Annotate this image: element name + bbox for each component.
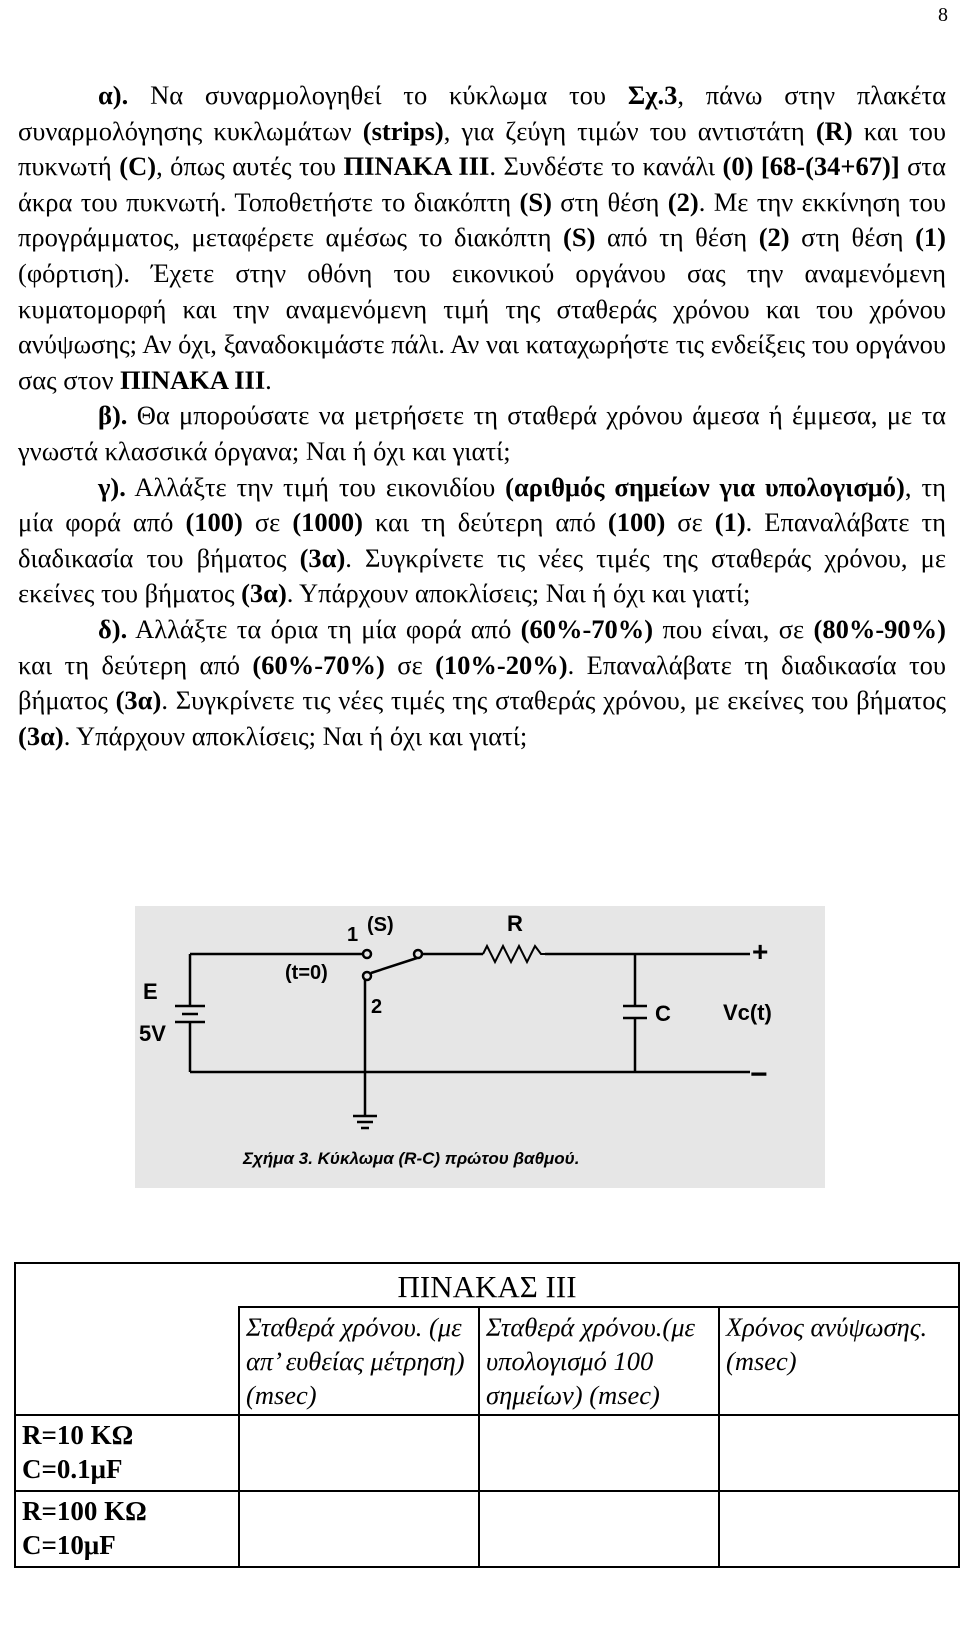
text-segment: .: [265, 364, 272, 395]
table-row: [15, 1491, 959, 1567]
bold-text: γ).: [98, 471, 126, 502]
bold-text: (2): [667, 186, 699, 217]
text-segment: Αλλάξτε την τιμή του εικονιδίου: [125, 471, 506, 502]
table-cell[interactable]: [239, 1491, 479, 1567]
table-cell[interactable]: [479, 1491, 719, 1567]
bold-text: (0) [68-(34+67)]: [722, 151, 900, 182]
bold-text: (strips): [362, 115, 444, 146]
bold-text: (100): [607, 507, 666, 538]
row-label-r: R=10 ΚΩ: [22, 1420, 134, 1450]
table-header-empty: [15, 1307, 239, 1415]
figure-caption: Σχήμα 3. Κύκλωμα (R-C) πρώτου βαθμού.: [243, 1149, 580, 1168]
text-segment: . Υπάρχουν αποκλίσεις; Ναι ή όχι και γιατί;: [63, 720, 528, 751]
source-value: 5V: [139, 1021, 166, 1046]
resistor-icon: [483, 946, 545, 962]
text-segment: . Συγκρίνετε τις νέες τιμές της σταθεράς χρόνου, με εκείνες του βήματος: [18, 542, 946, 609]
bold-text: (60%-70%): [520, 613, 654, 644]
text-segment: . Με την εκκίνηση του προγράμματος, μεταφέρετε αμέσως το διακόπτη: [18, 186, 946, 253]
switch-time-label: (t=0): [285, 962, 328, 984]
text-segment: , όπως αυτές του: [156, 151, 344, 182]
text-segment: και τη δεύτερη από: [363, 507, 608, 538]
text-segment: . Επαναλάβατε τη διαδικασία του βήματος: [18, 649, 946, 716]
text-segment: στη θέση: [789, 222, 916, 253]
bold-text: (3α): [18, 720, 64, 751]
bold-text: β).: [98, 400, 128, 431]
bold-text: (1000): [292, 507, 363, 538]
bold-text: (C): [119, 151, 157, 182]
rc-circuit-figure: [135, 906, 825, 1188]
text-segment: σε: [384, 649, 436, 680]
circuit-wires: [190, 954, 750, 1116]
text-segment: . Επαναλάβατε τη διαδικασία του βήματος: [18, 507, 947, 573]
table-header-computed: Σταθερά χρόνου.(με υπολογισμό 100 σημείων) (msec): [479, 1307, 719, 1415]
bold-text: δ).: [98, 613, 128, 644]
text-segment: σε: [665, 507, 715, 538]
bold-text: ΠΙΝΑΚΑ ΙΙΙ: [120, 364, 266, 395]
capacitor-icon: [623, 1006, 647, 1018]
text-segment: στα άκρα του πυκνωτή. Τοποθετήστε το διακόπτη: [18, 151, 946, 217]
switch-position-1: 1: [347, 924, 359, 946]
text-segment: . Συνδέστε το κανάλι: [489, 151, 723, 182]
paragraph-gamma: [18, 470, 946, 612]
bold-text: (S): [519, 186, 552, 217]
switch-position-2: 2: [371, 996, 383, 1018]
paragraph-delta: [18, 612, 946, 754]
table-cell[interactable]: [239, 1415, 479, 1491]
bold-text: (R): [815, 115, 853, 146]
bold-text: α).: [98, 80, 129, 110]
table-header-rise-time: Χρόνος ανύψωσης. (msec): [719, 1307, 959, 1415]
bold-text: (3α): [115, 685, 162, 716]
text-segment: Να συναρμολογηθεί το κύκλωμα του: [128, 80, 628, 110]
bold-text: ΠΙΝΑΚΑ ΙΙΙ: [343, 151, 490, 182]
table-cell[interactable]: [719, 1415, 959, 1491]
text-segment: . Υπάρχουν αποκλίσεις; Ναι ή όχι και γιατί;: [286, 578, 751, 609]
bold-text: (10%-20%): [435, 649, 568, 680]
bold-text: (1): [714, 507, 746, 538]
battery-icon: [175, 1006, 205, 1022]
text-segment: Αλλάξτε τα όρια τη μία φορά από: [127, 613, 521, 644]
text-segment: σε: [242, 507, 293, 538]
row-label: [15, 1491, 239, 1567]
text-segment: και τη δεύτερη από: [18, 649, 253, 680]
instructions-text: [18, 78, 946, 754]
table-iii: [14, 1262, 958, 1568]
row-label-c: C=10μF: [22, 1530, 116, 1560]
minus-terminal: −: [750, 1058, 768, 1091]
switch-icon: [363, 950, 422, 980]
resistor-label: R: [507, 911, 523, 936]
capacitor-label: C: [655, 1001, 671, 1026]
row-label: [15, 1415, 239, 1491]
table-row: [15, 1415, 959, 1491]
bold-text: (3α): [241, 578, 287, 609]
paragraph-beta: [18, 398, 946, 469]
text-segment: , για ζεύγη τιμών του αντιστάτη: [443, 115, 816, 146]
text-segment: που είναι, σε: [653, 613, 814, 644]
text-segment: . Συγκρίνετε τις νέες τιμές της σταθεράς χρόνου, με εκείνες του βήματος: [161, 685, 946, 716]
table-header-direct: Σταθερά χρόνου. (με απ’ ευθείας μέτρηση) (msec): [239, 1307, 479, 1415]
row-label-c: C=0.1μF: [22, 1454, 123, 1484]
switch-label: (S): [367, 914, 394, 936]
table-cell[interactable]: [719, 1491, 959, 1567]
bold-text: (100): [185, 507, 243, 538]
bold-text: (2): [758, 222, 790, 253]
text-segment: από τη θέση: [595, 222, 759, 253]
bold-text: (1): [915, 222, 946, 253]
text-segment: (φόρτιση). Έχετε στην οθόνη του εικονικού οργάνου σας την αναμενόμενη κυματομορφή και την αναμενόμενη τιμή της σταθεράς χρόνου και του χρόνου ανύψωσης; Αν όχι, ξαναδοκιμάστε πάλι. Αν ναι καταχωρήστε τις ενδείξεις του οργάνου σας στον: [18, 257, 946, 395]
bold-text: (60%-70%): [252, 649, 385, 680]
text-segment: και του πυκνωτή: [18, 115, 947, 182]
text-segment: , πάνω στην πλακέτα συναρμολόγησης κυκλωμάτων: [18, 80, 946, 146]
text-segment: , τη μία φορά από: [18, 471, 946, 538]
text-segment: Θα μπορούσατε να μετρήσετε τη σταθερά χρόνου άμεσα ή έμμεσα, με τα γνωστά κλασσικά όργανα; Ναι ή όχι και γιατί;: [18, 400, 946, 466]
table-cell[interactable]: [479, 1415, 719, 1491]
ground-icon: [353, 1116, 377, 1128]
row-label-r: R=100 ΚΩ: [22, 1496, 147, 1526]
source-label: E: [143, 979, 158, 1004]
paragraph-alpha: [18, 78, 946, 398]
page-number: 8: [938, 4, 948, 26]
output-voltage-label: Vc(t): [723, 1000, 772, 1025]
bold-text: (S): [563, 222, 596, 253]
text-segment: στη θέση: [551, 186, 668, 217]
bold-text: (3α): [299, 542, 346, 573]
bold-text: Σχ.3: [627, 80, 678, 110]
table-title: ΠΙΝΑΚΑΣ ΙΙΙ: [15, 1263, 959, 1307]
bold-text: (80%-90%): [813, 613, 946, 644]
bold-text: (αριθμός σημείων για υπολογισμό): [505, 471, 905, 502]
plus-terminal: +: [752, 936, 769, 967]
